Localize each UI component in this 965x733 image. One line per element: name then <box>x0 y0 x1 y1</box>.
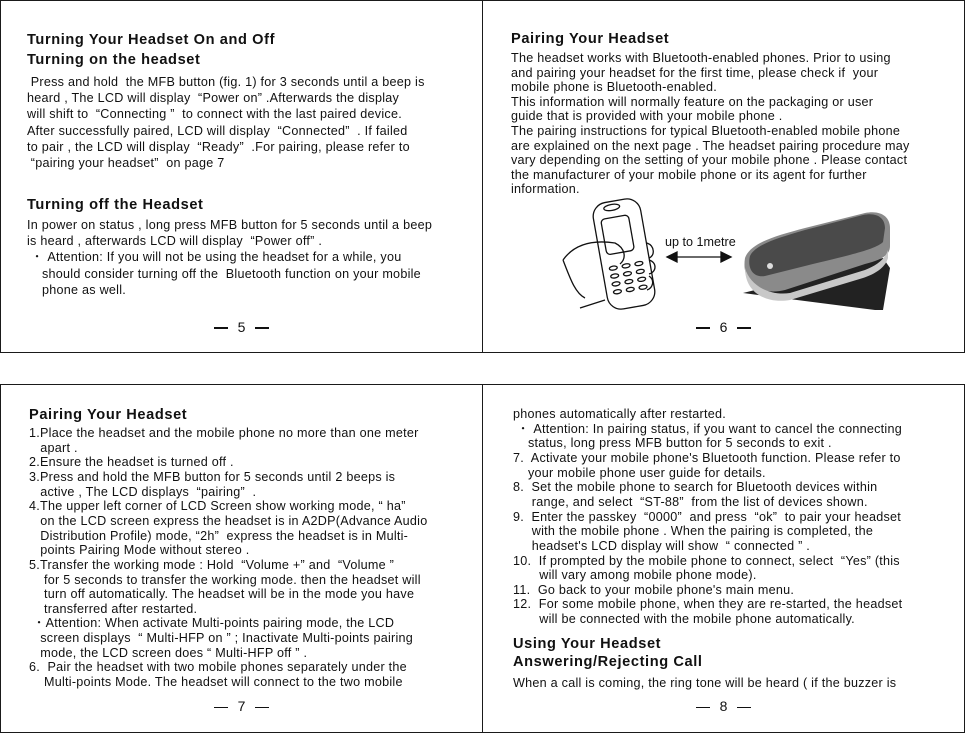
body-text-line: are explained on the next page . The headset pairing procedure may <box>511 138 910 153</box>
page-number <box>1 319 482 335</box>
body-text-line: heard , The LCD will display “Power on” .Afterwards the display <box>27 91 400 106</box>
body-text-line: should consider turning off the Bluetooth function on your mobile <box>27 266 421 281</box>
body-text-line: After successfully paired, LCD will display “Connected” . If failed <box>27 123 408 138</box>
page-number <box>483 319 964 335</box>
body-text-line: 8. Set the mobile phone to search for Bluetooth devices within <box>513 480 878 495</box>
body-text-line: screen displays “ Multi-HFP on ” ; Inactivate Multi-points pairing <box>29 631 414 646</box>
body-text-line: This information will normally feature on the packaging or user <box>511 94 874 109</box>
body-text-line: 3.Press and hold the MFB button for 5 seconds until 2 beeps is <box>29 469 396 484</box>
body-text-line: range, and select “ST-88” from the list of devices shown. <box>513 494 868 509</box>
page-number <box>1 698 482 714</box>
section-heading: Pairing Your Headset <box>29 407 188 423</box>
dash-decoration <box>696 707 710 708</box>
body-text-line: is heard , afterwards LCD will display “Power off” . <box>27 234 323 249</box>
pairing-illustration <box>545 198 945 313</box>
section-heading: Using Your Headset <box>513 636 662 652</box>
dash-decoration <box>737 707 751 708</box>
dash-decoration <box>214 327 228 329</box>
body-text-line: headset's LCD display will show “ connected ” . <box>513 538 811 553</box>
body-text-line: “pairing your headset” on page 7 <box>27 156 225 170</box>
section-heading: Turning Your Headset On and Off <box>27 32 276 48</box>
body-text-line: In power on status , long press MFB button for 5 seconds until a beep <box>27 218 433 232</box>
body-text-line: will shift to “Connecting ” to connect with the last paired device. <box>27 107 402 122</box>
body-text-line: phones automatically after restarted. <box>513 407 726 421</box>
body-text-line: Multi-points Mode. The headset will connect to the two mobile <box>29 675 403 690</box>
section-heading: Answering/Rejecting Call <box>513 654 703 670</box>
body-text-line: information. <box>511 182 580 197</box>
dash-decoration <box>214 707 228 708</box>
body-text-line: ・Attention: When activate Multi-points pairing mode, the LCD <box>29 616 395 631</box>
dash-decoration <box>696 327 710 329</box>
page-number-value: 7 <box>237 698 246 714</box>
body-text-line: apart . <box>29 440 78 455</box>
dash-decoration <box>255 327 269 329</box>
body-text-line: active , The LCD displays “pairing” . <box>29 484 257 499</box>
body-text-line: mode, the LCD screen does “ Multi-HFP off ” . <box>29 645 308 660</box>
body-text-line: 12. For some mobile phone, when they are re-started, the headset <box>513 597 903 612</box>
distance-arrow-icon <box>667 252 731 262</box>
body-text-line: Press and hold the MFB button (fig. 1) for 3 seconds until a beep is <box>27 75 425 89</box>
hand-holding-phone-icon <box>563 198 657 311</box>
page-number-value: 8 <box>719 698 728 714</box>
distance-label: up to 1metre <box>665 235 736 249</box>
body-text-line: turn off automatically. The headset will be in the mode you have <box>29 587 415 602</box>
body-text-line: the manufacturer of your mobile phone or its agent for further <box>511 167 867 182</box>
body-text-line: 2.Ensure the headset is turned off . <box>29 455 234 470</box>
manual-page-5 <box>0 0 483 353</box>
body-text-line: points Pairing Mode without stereo . <box>29 543 250 558</box>
body-text-line: ・ Attention: In pairing status, if you want to cancel the connecting <box>513 421 902 436</box>
section-heading: Pairing Your Headset <box>511 31 670 47</box>
body-text-line: and pairing your headset for the first time, please check if your <box>511 65 879 80</box>
body-text-line: on the LCD screen express the headset is in A2DP(Advance Audio <box>29 513 428 528</box>
section-heading: Turning on the headset <box>27 52 201 68</box>
page-number <box>483 698 964 714</box>
body-text-line: mobile phone is Bluetooth-enabled. <box>511 80 717 95</box>
body-text-line: status, long press MFB button for 5 seconds to exit . <box>513 436 832 451</box>
body-text-line: guide that is provided with your mobile phone . <box>511 109 783 124</box>
body-text-line: When a call is coming, the ring tone will be heard ( if the buzzer is <box>513 676 897 690</box>
body-text-line: 10. If prompted by the mobile phone to connect, select “Yes” (this <box>513 553 900 568</box>
manual-page-8 <box>482 384 965 733</box>
page-number-value: 5 <box>237 319 246 335</box>
body-text-line: The pairing instructions for typical Bluetooth-enabled mobile phone <box>511 124 901 138</box>
body-text-line: vary depending on the setting of your mobile phone . Please contact <box>511 153 908 168</box>
body-text-line: transferred after restarted. <box>29 601 198 616</box>
body-text-line: phone as well. <box>27 282 127 297</box>
body-text-line: The headset works with Bluetooth-enabled phones. Prior to using <box>511 51 891 65</box>
body-text-line: 5.Transfer the working mode : Hold “Volume +” and “Volume ” <box>29 557 395 572</box>
body-text-line: your mobile phone user guide for details. <box>513 465 766 480</box>
body-text-line: with the mobile phone . When the pairing is completed, the <box>513 524 874 539</box>
body-text-line: 11. Go back to your mobile phone's main menu. <box>513 582 795 597</box>
body-text-line: 7. Activate your mobile phone's Bluetooth function. Please refer to <box>513 450 901 465</box>
dash-decoration <box>255 707 269 708</box>
manual-page-6 <box>482 0 965 353</box>
body-text-line: for 5 seconds to transfer the working mode. then the headset will <box>29 572 421 587</box>
body-text-line: 6. Pair the headset with two mobile phones separately under the <box>29 660 407 675</box>
section-heading: Turning off the Headset <box>27 197 204 213</box>
manual-page-7 <box>0 384 483 733</box>
body-text-line: 9. Enter the passkey “0000” and press “ok” to pair your headset <box>513 509 902 524</box>
body-text-line: 4.The upper left corner of LCD Screen show working mode, “ ha” <box>29 499 406 514</box>
headset-in-charger-image <box>743 212 890 310</box>
body-text-line: to pair , the LCD will display “Ready” .For pairing, please refer to <box>27 139 410 154</box>
body-text-line: ・ Attention: If you will not be using the headset for a while, you <box>27 250 402 265</box>
body-text-line: 1.Place the headset and the mobile phone no more than one meter <box>29 426 419 440</box>
dash-decoration <box>737 327 751 329</box>
body-text-line: Distribution Profile) mode, “2h” express the headset is in Multi- <box>29 528 409 543</box>
body-text-line: will be connected with the mobile phone automatically. <box>513 612 855 627</box>
page-number-value: 6 <box>719 319 728 335</box>
body-text-line: will vary among mobile phone mode). <box>513 568 757 583</box>
